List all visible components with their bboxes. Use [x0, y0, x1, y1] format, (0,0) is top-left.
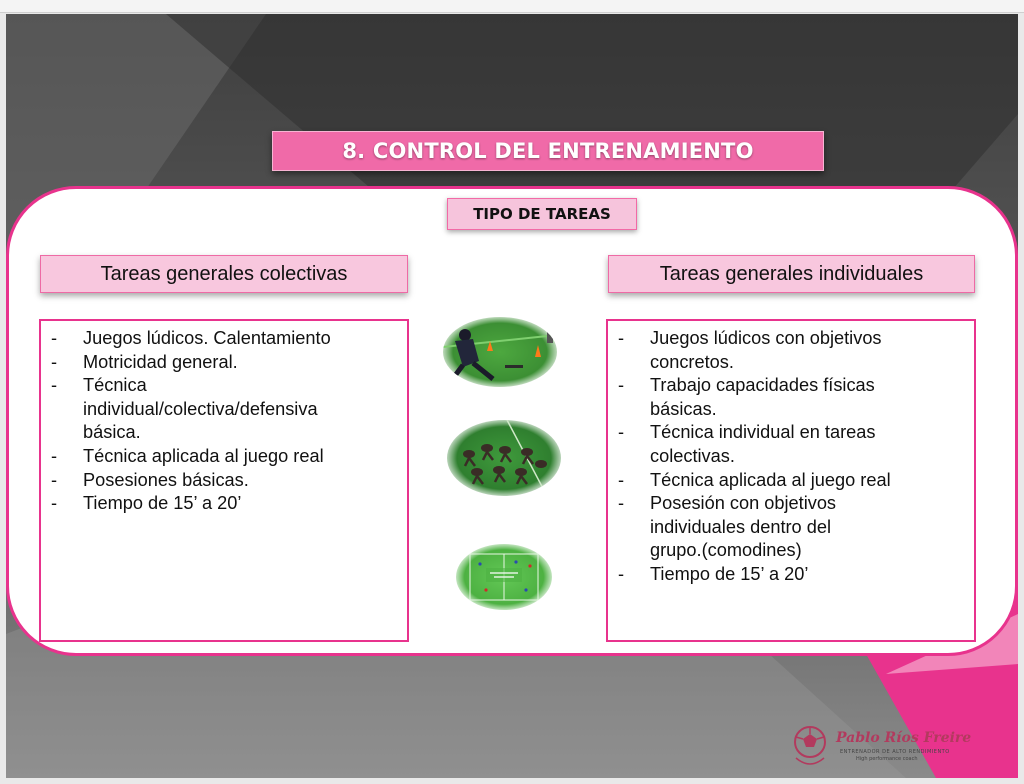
right-column-header — [608, 255, 975, 293]
list-item: - Posesiones básicas. — [49, 469, 379, 493]
list-item: - Juegos lúdicos. Calentamiento — [49, 327, 379, 351]
list-item: - Motricidad general. — [49, 351, 379, 375]
team-stretching-photo — [447, 420, 561, 496]
list-item: - Juegos lúdicos con objetivos concretos. — [616, 327, 920, 374]
list-item: - Técnica individual en tareas colectivas. — [616, 421, 920, 468]
tactical-board-photo — [456, 544, 552, 610]
logo-tagline-secondary: High performance coach — [856, 756, 918, 762]
list-item: - Técnica individual/colectiva/defensiva básica. — [49, 374, 353, 445]
list-item: - Tiempo de 15’ a 20’ — [616, 563, 936, 587]
section-subtitle: TIPO DE TAREAS — [447, 198, 637, 230]
soccer-ball-icon — [790, 720, 834, 772]
coach-logo — [790, 720, 960, 772]
left-task-list — [39, 319, 409, 642]
list-item: - Técnica aplicada al juego real — [49, 445, 379, 469]
list-item: - Técnica aplicada al juego real — [616, 469, 936, 493]
list-item: - Trabajo capacidades físicas básicas. — [616, 374, 910, 421]
left-column-header — [40, 255, 408, 293]
logo-tagline: ENTRENADOR DE ALTO RENDIMIENTO — [840, 749, 950, 755]
player-drill-photo — [443, 317, 557, 387]
slide-title: 8. CONTROL DEL ENTRENAMIENTO — [272, 131, 824, 171]
right-column-header-label: Tareas generales individuales — [659, 262, 924, 285]
logo-name: Pablo Ríos Freire — [836, 730, 972, 746]
window-top-bar — [0, 0, 1024, 13]
right-task-list — [606, 319, 976, 642]
list-item: - Posesión con objetivos individuales dentro del grupo.(comodines) — [616, 492, 880, 563]
left-column-header-label: Tareas generales colectivas — [100, 262, 348, 285]
list-item: - Tiempo de 15’ a 20’ — [49, 492, 379, 516]
